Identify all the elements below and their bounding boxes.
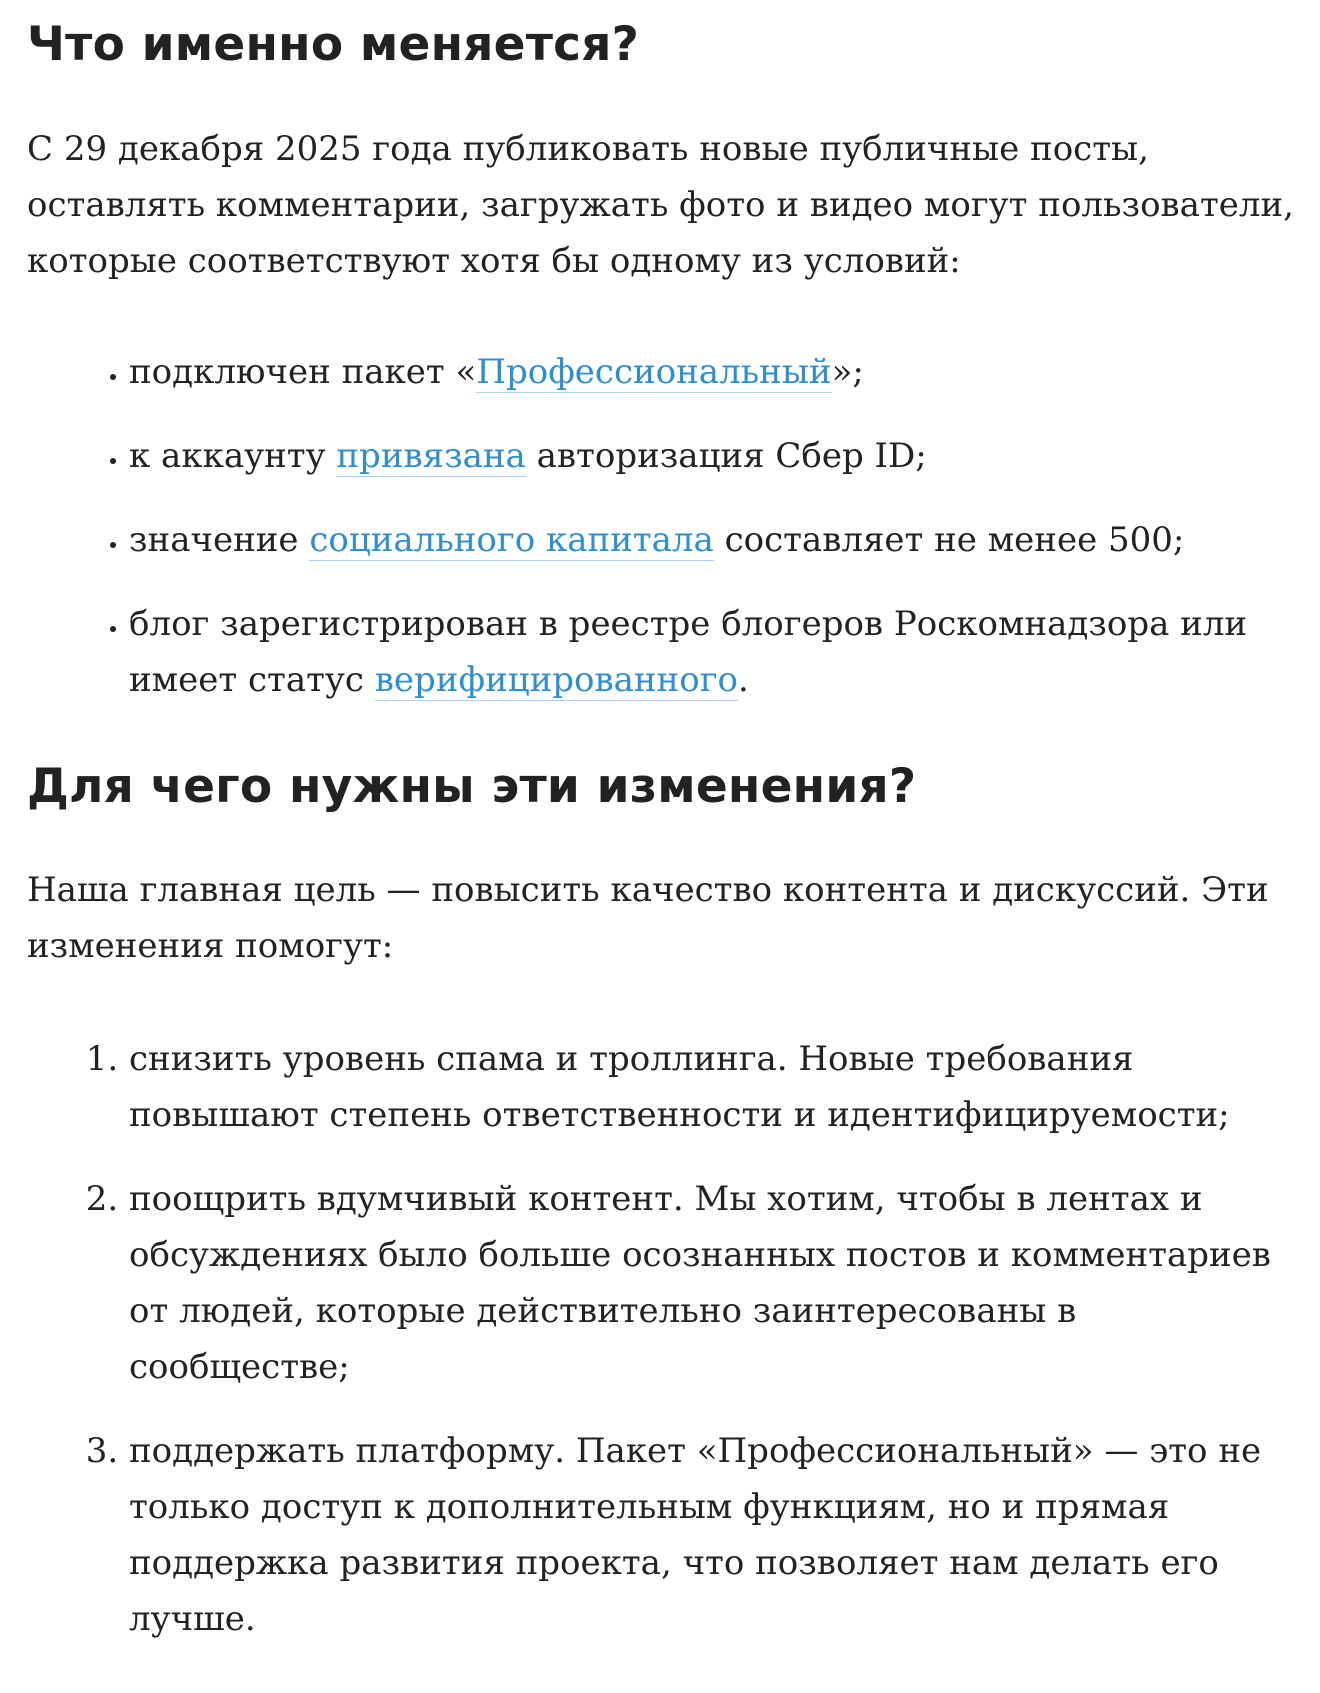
why-intro-paragraph: Наша главная цель — повысить качество контента и дискуссий. Эти изменения помогут: — [27, 870, 1269, 966]
condition-item-professional: • подключен пакет «Профессиональный»; — [129, 344, 1297, 400]
social-capital-link[interactable]: социального капитала — [309, 520, 714, 560]
professional-package-link[interactable]: Профессиональный — [476, 352, 832, 392]
goal-item-platform: 3. поддержать платформу. Пакет «Профессиональный» — это не только доступ к дополнительным функциям, но и прямая поддержка развития проекта, что позволяет нам делать его лучше. — [129, 1423, 1297, 1647]
goal-item-spam: 1. снизить уровень спама и троллинга. Новые требования повышают степень ответственности и идентифицируемости; — [129, 1031, 1297, 1143]
goal-item-content: 2. поощрить вдумчивый контент. Мы хотим, чтобы в лентах и обсуждениях было больше осознанных постов и комментариев от людей, которые действительно заинтересованы в сообществе; — [129, 1171, 1297, 1395]
changes-intro-paragraph: С 29 декабря 2025 года публиковать новые публичные посты, оставлять комментарии, загружать фото и видео могут пользователи, которые соответствуют хотя бы одному из условий: — [27, 129, 1294, 281]
section-heading-changes: Что именно меняется? — [27, 17, 640, 72]
article — [27, 0, 1297, 1647]
condition-item-social-capital: • значение социального капитала составляет не менее 500; — [129, 512, 1297, 568]
goals-list — [27, 1031, 1297, 1647]
verified-status-link[interactable]: верифицированного — [374, 660, 738, 700]
section-heading-why: Для чего нужны эти изменения? — [27, 759, 917, 814]
condition-item-blogger-registry: • блог зарегистрирован в реестре блогеров Роскомнадзора или имеет статус верифицированного. — [129, 596, 1297, 708]
condition-item-sber-id: • к аккаунту привязана авторизация Сбер ID; — [129, 428, 1297, 484]
sber-id-link[interactable]: привязана — [336, 436, 526, 476]
conditions-list — [27, 344, 1297, 708]
